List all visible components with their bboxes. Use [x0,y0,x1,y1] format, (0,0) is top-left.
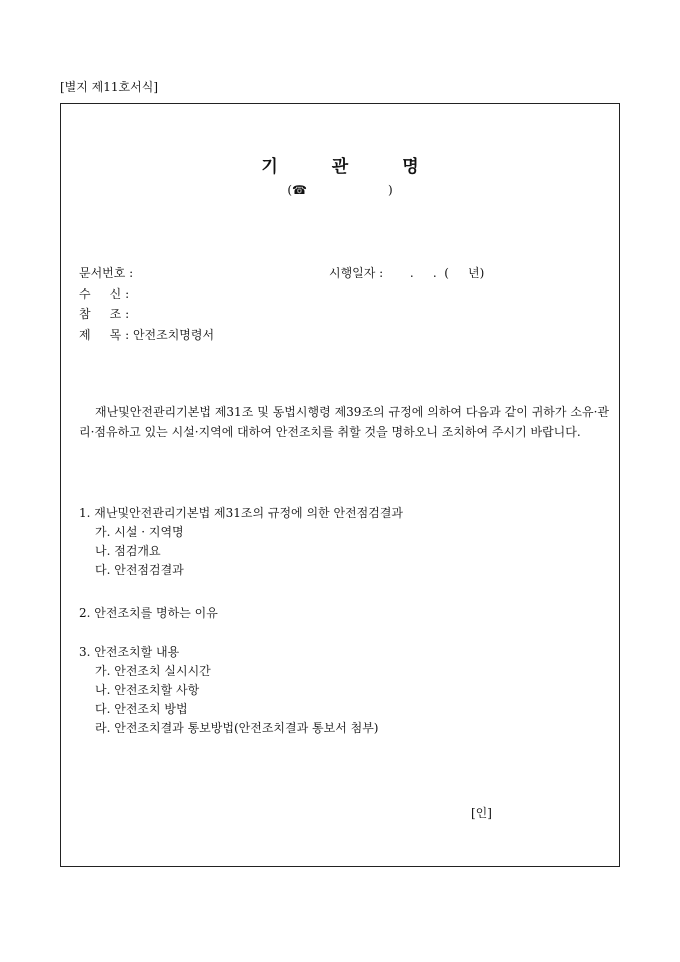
section-2 [79,604,218,623]
form-number-label: [별지 제11호서식] [60,80,158,94]
contact-line [61,183,619,197]
section-heading: 1. 재난및안전관리기본법 제31조의 규정에 의한 안전점검결과 [79,506,404,520]
doc-number-label: 문서번호 : [79,266,134,280]
section-1 [79,504,403,580]
effective-date-label: 시행일자 : . . ( 년) [329,266,485,280]
list-item: 라. 안전조치결과 통보방법(안전조치결과 통보서 첨부) [95,721,379,735]
subject-label: 제 목 : [79,328,133,342]
reference-label: 참 조 : [79,307,130,321]
list-item: 다. 안전조치 방법 [95,702,188,716]
list-item: 다. 안전점검결과 [95,563,184,577]
seal-mark: [인] [471,806,492,820]
section-3 [79,643,378,738]
subject-value: 안전조치명령서 [132,328,215,342]
contact-close: ) [387,183,393,197]
subject-row [79,326,214,343]
contact-open: (☎ [287,183,307,197]
document-frame [60,103,620,867]
list-item: 가. 안전조치 실시시간 [95,664,211,678]
list-item: 가. 시설 · 지역명 [95,525,184,539]
agency-title: 기관명 [261,157,473,177]
order-paragraph: 재난및안전관리기본법 제31조 및 동법시행령 제39조의 규정에 의하여 다음과 같이 귀하가 소유·관리·점유하고 있는 시설·지역에 대하여 안전조치를 취할 것을 명하오니 조치하여 주시기 바랍니다. [79,405,609,439]
section-heading: 3. 안전조치할 내용 [79,645,180,659]
list-item: 나. 점검개요 [95,544,161,558]
section-heading: 2. 안전조치를 명하는 이유 [79,606,218,620]
recipient-label: 수 신 : [79,287,130,301]
list-item: 나. 안전조치할 사항 [95,683,200,697]
